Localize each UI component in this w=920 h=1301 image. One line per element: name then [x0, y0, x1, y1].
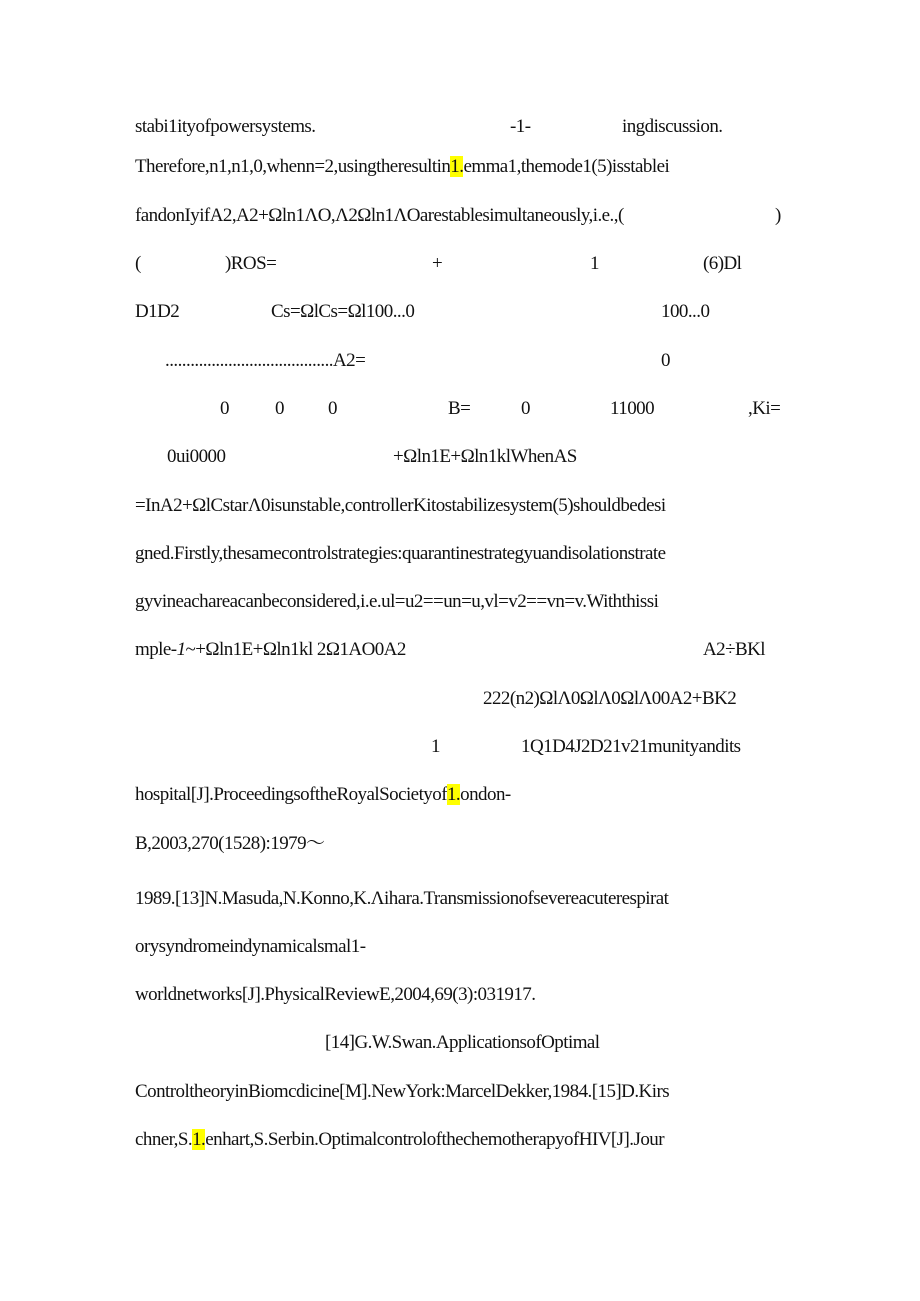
text-span: +Ωln1E+Ωln1klWhenAS — [393, 446, 577, 467]
text-span: stabi1ityofpowersystems. — [135, 116, 316, 137]
text-span: ,Ki= — [748, 398, 781, 419]
text-span: gned.Firstly,thesamecontrolstrategies:quarantinestrategyuandisolationstrate — [135, 543, 666, 564]
text-line — [135, 1076, 790, 1108]
page-number: -1- — [510, 116, 531, 137]
text-span: [14]G.W.Swan.ApplicationsofOptimal — [325, 1032, 600, 1053]
highlighted-text: 1. — [192, 1129, 206, 1150]
italic-text: 1 — [176, 639, 186, 660]
text-span: chner,S. — [135, 1129, 193, 1150]
text-span: orysyndromeindynamicalsmal1- — [135, 936, 366, 957]
text-span: D1D2 — [135, 301, 180, 322]
text-span: 100...0 — [661, 301, 710, 322]
text-line — [135, 979, 790, 1011]
text-line — [135, 683, 790, 715]
highlighted-text: 1. — [450, 156, 464, 177]
text-span: 0 — [220, 398, 229, 419]
text-span: ingdiscussion. — [622, 116, 723, 137]
text-span: 0 — [275, 398, 284, 419]
text-span: 0 — [661, 350, 670, 371]
text-line — [135, 731, 790, 763]
highlighted-text: 1. — [446, 784, 461, 805]
text-span: Therefore,n1,n1,0,whenn=2,usingtheresultin — [135, 156, 451, 177]
text-line — [135, 828, 790, 860]
text-span: (6)Dl — [703, 253, 742, 274]
text-span: 0 — [521, 398, 530, 419]
text-line — [135, 296, 790, 328]
text-span: worldnetworks[J].PhysicalReviewE,2004,69(3):031917. — [135, 984, 536, 1005]
text-span: B,2003,270(1528):1979～ — [135, 833, 325, 854]
text-line — [135, 393, 790, 425]
text-span: ........................................A2= — [165, 350, 366, 371]
text-line — [135, 441, 790, 473]
text-span: 1 — [431, 736, 440, 757]
text-span: 0 — [328, 398, 337, 419]
text-span: ControltheoryinBiomcdicine[M].NewYork:MarcelDekker,1984.[15]D.Kirs — [135, 1081, 670, 1102]
text-span: 1989.[13]N.Masuda,N.Konno,K.Λihara.Transmissionofsevereacuterespirat — [135, 888, 669, 909]
text-line — [135, 538, 790, 570]
text-span: ~+Ωln1E+Ωln1kl 2Ω1AO0A2 — [185, 639, 406, 660]
text-line — [135, 1124, 790, 1156]
text-span: ondon- — [460, 784, 511, 805]
text-line — [135, 248, 790, 280]
text-line — [135, 634, 790, 666]
text-line — [135, 931, 790, 963]
text-line — [135, 1027, 790, 1059]
text-span: Cs=ΩlCs=Ωl100...0 — [271, 301, 415, 322]
text-span: emma1,themode1(5)isstablei — [463, 156, 670, 177]
text-line — [135, 345, 790, 377]
text-line — [135, 883, 790, 915]
text-span: + — [432, 253, 443, 274]
text-span: mple- — [135, 639, 177, 660]
text-span: )ROS= — [225, 253, 277, 274]
text-span: fandonIyifA2,A2+Ωln1ΛO,Λ2Ωln1ΛOarestablesimultaneously,i.e.,( — [135, 205, 624, 226]
text-line — [135, 779, 790, 811]
text-span: B= — [448, 398, 471, 419]
text-span: A2÷BKl — [703, 639, 766, 660]
text-span: 222(n2)ΩlΛ0ΩlΛ0ΩlΛ00A2+BK2 — [483, 688, 737, 709]
text-span: hospital[J].ProceedingsoftheRoyalSocietyof — [135, 784, 447, 805]
text-span: 11000 — [610, 398, 655, 419]
text-line — [135, 200, 790, 232]
text-line — [135, 490, 790, 522]
text-span: gyvineachareacanbeconsidered,i.e.ul=u2==un=u,vl=v2==vn=v.Withthissi — [135, 591, 659, 612]
text-span: ( — [135, 253, 141, 274]
text-span: enhart,S.Serbin.OptimalcontrolofthechemotherapyofHIV[J].Jour — [205, 1129, 665, 1150]
text-line — [135, 151, 790, 183]
text-span: ) — [775, 205, 781, 226]
text-span: 1 — [590, 253, 599, 274]
text-span: 1Q1D4J2D21v21munityandits — [521, 736, 741, 757]
text-span: 0ui0000 — [167, 446, 226, 467]
text-line — [135, 586, 790, 618]
text-line — [135, 111, 790, 143]
text-span: =InA2+ΩlCstarΛ0isunstable,controllerKitostabilizesystem(5)shouldbedesi — [135, 495, 666, 516]
